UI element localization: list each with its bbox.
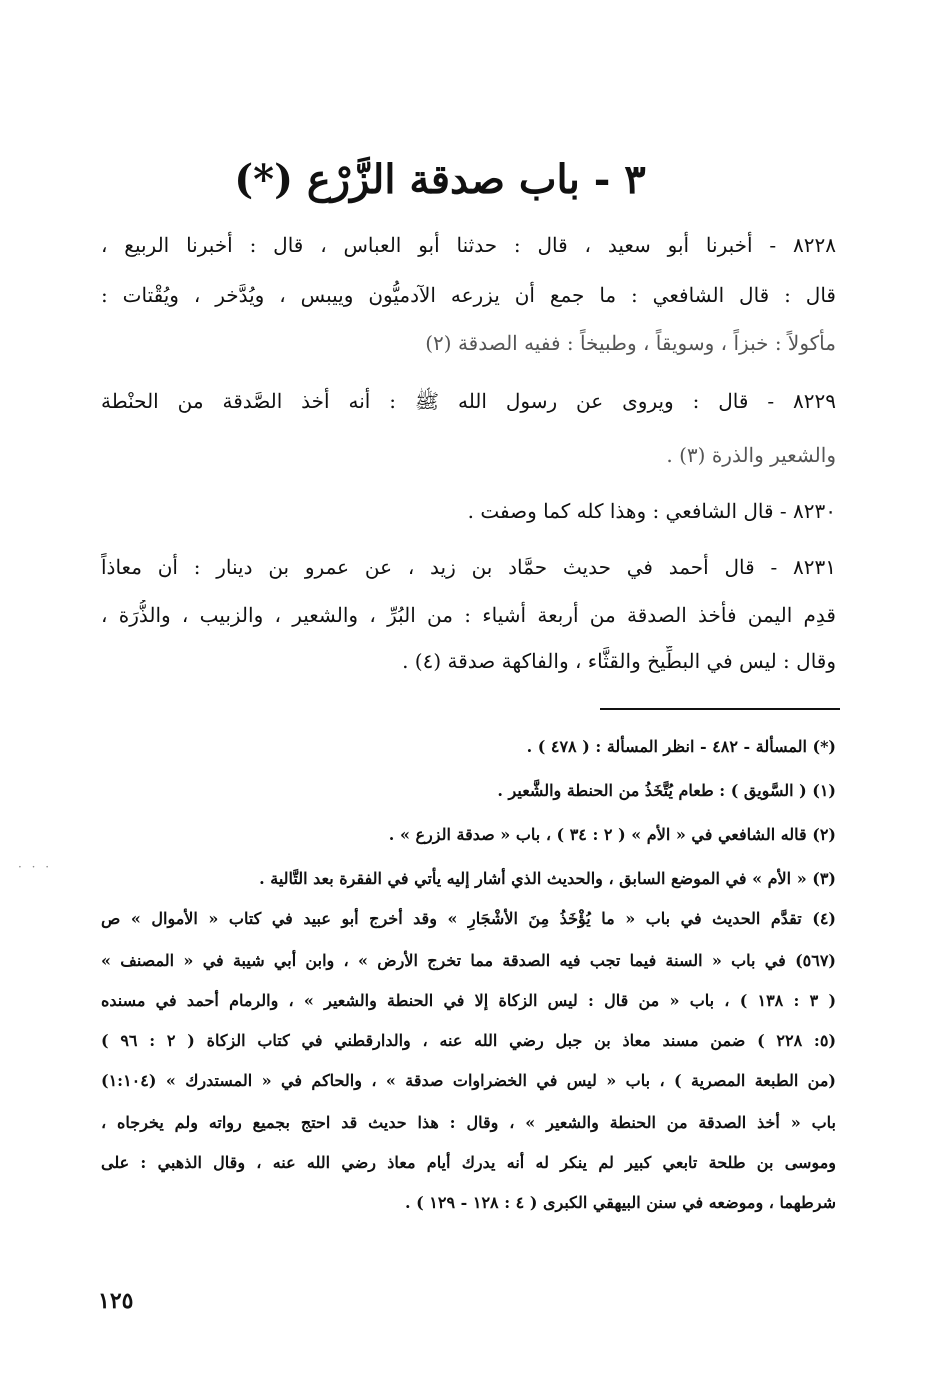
footnote-4-line-8: شرطهما ، وموضعه في سنن البيهقي الكبرى ( ٤ : ١٢٨ - ١٢٩ ) . xyxy=(405,1193,836,1212)
footnote-4-line-6: باب « أخذ الصدقة من الحنطة والشعير » ، وقال : هذا حديث قد احتج بجميع رواته ولم يخرجاه ، xyxy=(101,1113,836,1132)
paragraph-8228-line-3: مأكولاً : خبزاً ، وسويقاً ، وطبيخاً : ففيه الصدقة (٢) xyxy=(425,331,836,355)
paragraph-8228-line-2: قال : قال الشافعي : ما جمع أن يزرعه الآدميُّون وييبس ، ويُدَّخر ، ويُقْتات : xyxy=(101,283,836,307)
footnote-4-line-1: (٤) تقدَّم الحديث في باب « ما يُؤْخَذُ مِنَ الأشْجَارِ » وقد أخرج أبو عبيد في كتاب « الأموال » ص xyxy=(101,909,836,928)
paragraph-8229-line-2: والشعير والذرة (٣) . xyxy=(666,443,836,467)
paragraph-8231-line-2: قدِم اليمن فأخذ الصدقة من أربعة أشياء : من البُرِّ ، والشعير ، والزبيب ، والذُّرَة ، xyxy=(101,603,836,627)
footnote-4-line-4: (٥: ٢٢٨ ) ضمن مسند معاذ بن جبل رضي الله عنه ، والدارقطني في كتاب الزكاة ( ٢ : ٩٦ ) xyxy=(101,1031,836,1050)
paragraph-8229-line-1: ٨٢٢٩ - قال : ويروى عن رسول الله ﷺ : أنه أخذ الصَّدقة من الحنْطة xyxy=(101,389,836,413)
paragraph-8231-line-1: ٨٢٣١ - قال أحمد في حديث حمَّاد بن زيد ، عن عمرو بن دينار : أن معاذاً xyxy=(101,555,836,579)
footnote-star: (*) المسألة - ٤٨٢ - انظر المسألة : ( ٤٧٨ ) . xyxy=(526,737,836,756)
footnote-separator xyxy=(600,708,840,710)
scan-speck: · · · xyxy=(18,860,53,874)
paragraph-8230-line-1: ٨٢٣٠ - قال الشافعي : وهذا كله كما وصفت . xyxy=(467,499,836,523)
footnote-4-line-2: (٥٦٧) في باب « السنة فيما تجب فيه الصدقة مما تخرج الأرض » ، وابن أبي شيبة في « المصنف » xyxy=(101,951,836,970)
page-number: ١٢٥ xyxy=(98,1288,134,1314)
paragraph-8231-line-3: وقال : ليس في البطِّيخ والقثَّاء ، والفاكهة صدقة (٤) . xyxy=(402,649,836,673)
paragraph-8228-line-1: ٨٢٢٨ - أخبرنا أبو سعيد ، قال : حدثنا أبو العباس ، قال : أخبرنا الربيع ، xyxy=(101,233,836,257)
footnote-2: (٢) قاله الشافعي في « الأم » ( ٢ : ٣٤ ) ، باب « صدقة الزرع » . xyxy=(388,825,836,844)
footnote-4-line-3: ( ٣ : ١٣٨ ) ، باب « من قال : ليس الزكاة إلا في الحنطة والشعير » ، والرمام أحمد في مسنده xyxy=(101,991,836,1010)
footnote-3: (٣) « الأم » في الموضع السابق ، والحديث الذي أشار إليه يأتي في الفقرة بعد التَّالية . xyxy=(259,869,836,888)
footnote-4-line-5: (من الطبعة المصرية ) ، باب « ليس في الخضراوات صدقة » ، والحاكم في « المستدرك » (١:١٠٤) xyxy=(101,1071,836,1090)
footnote-1: (١) ( السَّويق ) : طعام يُتَّخَذُ من الحنطة والشَّعير . xyxy=(497,781,836,800)
chapter-title: ٣ - باب صدقة الزَّرْع (*) xyxy=(234,156,646,203)
footnote-4-line-7: وموسى بن طلحة تابعي كبير لم ينكر له أنه يدرك أيام معاذ رضي الله عنه ، وقال الذهبي : على xyxy=(101,1153,836,1172)
